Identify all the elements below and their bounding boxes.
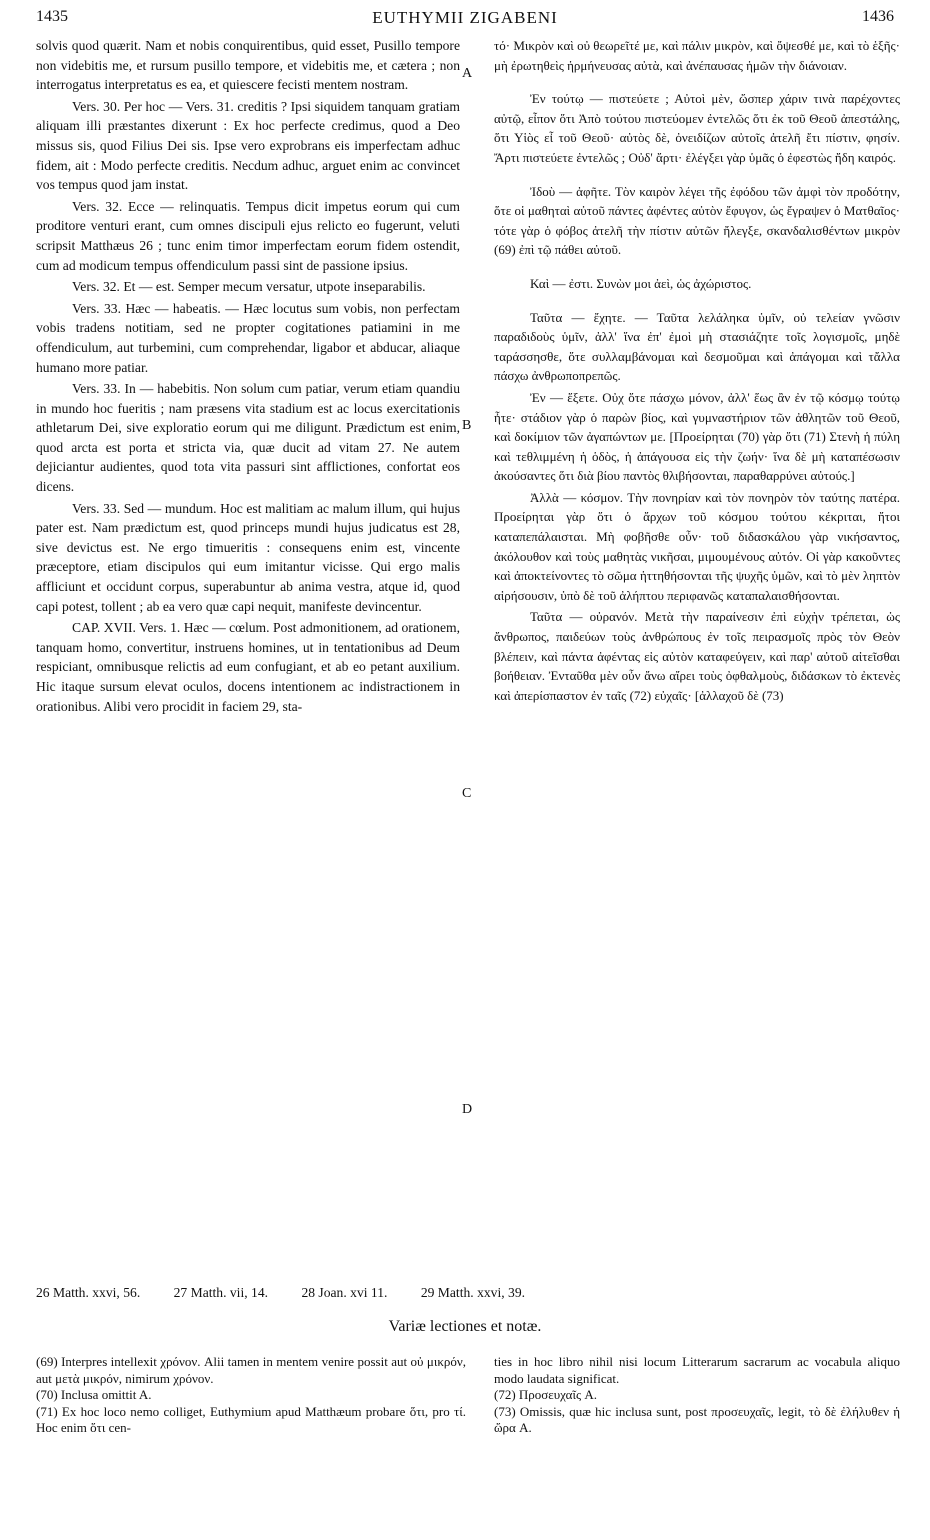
variant-note: (71) Ex hoc loco nemo colliget, Euthymium apud Matthæum probare ὅτι, pro τί. Hoc enim ὅτι cen- xyxy=(36,1403,466,1436)
latin-paragraph: solvis quod quærit. Nam et nobis conquirentibus, quid esset, Pusillo tempore non videbitis me, et rursum pusillo tempore, et videbitis me, et cætera ; non interrogatus interpretatus es ea, et quiescere fecisti mentem nostram. xyxy=(36,38,460,93)
variant-note: (73) Omissis, quæ hic inclusa sunt, post προσευχαῖς, legit, τὸ δὲ ἐλήλυθεν ἡ ὥρα A. xyxy=(494,1403,900,1436)
variant-note: (72) Προσευχαῖς A. xyxy=(494,1387,598,1403)
footnote: 29 Matth. xxvi, 39. xyxy=(420,1285,526,1300)
page-header xyxy=(0,0,930,36)
footnote: 26 Matth. xxvi, 56. xyxy=(36,1285,141,1300)
margin-letters xyxy=(462,36,486,1286)
greek-paragraph: τό· Μικρὸν καὶ οὐ θεωρεῖτέ με, καὶ πάλιν μικρὸν, καὶ ὄψεσθέ με, καὶ τὸ ἑξῆς· μὴ ἐρωτηθεὶς ἡρμήνευσας αὐτὰ, καὶ ἀνέπαυσας ἡμῶν τὴν διάνοιαν. xyxy=(494,38,900,73)
latin-paragraph: Vers. 33. Sed — mundum. Hoc est malitiam ac malum illum, qui hujus pater est. Nam prædictum est, quod princeps mundi hujus judicatus est 28, sive devictus est. Ne ergo timueritis : consequens enim est, vincente præceptore, etiam discipulos qui eum imitantur vicisse. Qui ergo malis affliciunt et occidunt corpus, superabuntur ab anima vestra, atque id, quod capi potest, tollent ; ab ea vero quæ capi nequit, manifeste devincentur. xyxy=(36,500,460,614)
footnote: 28 Joan. xvi 11. xyxy=(301,1285,388,1300)
left-page-number: 1435 xyxy=(36,8,68,25)
notes-left-column xyxy=(36,1354,466,1437)
footnote: 27 Matth. vii, 14. xyxy=(173,1285,269,1300)
latin-paragraph: Vers. 32. Ecce — relinquatis. Tempus dicit impetus eorum qui cum proditore venturi erant, cum omnes discipuli ejus relicto eo fugerunt, veluti scripsit Matthæus 26 ; tunc enim timor imperfectam eorum fidem ostendit, cum ad modicum tempus offendiculum passi sint de passione ipsius. xyxy=(36,198,460,273)
margin-letter-c: C xyxy=(462,786,472,801)
latin-paragraph: Vers. 32. Et — est. Semper mecum versatur, utpote inseparabilis. xyxy=(72,279,426,295)
latin-paragraph: Vers. 33. Hæc — habeatis. — Hæc locutus sum vobis, non perfectam vobis tradens notitiam, sed ne propter cogitationes patiamini in me offendiculum, aut turbemini, cum comprehendar, ligabor et abducar, aliaque humano more patiar. xyxy=(36,300,460,375)
running-title: EUTHYMII ZIGABENI xyxy=(372,8,558,27)
greek-paragraph: Ταῦτα — οὐρανόν. Μετὰ τὴν παραίνεσιν ἐπὶ εὐχὴν τρέπεται, ὡς ἄνθρωπος, παιδεύων τοὺς ἀνθρώπους ἐν τοῖς πειρασμοῖς πρὸς τὸν Θεὸν βλέπειν, καὶ πάντα ἀφέντας εἰς αὐτὸν καταφεύγειν, καὶ παρ' αὐτοῦ αἰτεῖσθαι βοήθειαν. Ἐνταῦθα μὲν οὖν ἄνω αἴρει τοὺς ὀφθαλμοὺς, διδάσκων τὸ ἐκτενὲς καὶ ἀπερίσπαστον ἐν ταῖς (72) εὐχαῖς· [ἀλλαχοῦ δὲ (73) xyxy=(494,609,900,703)
variant-note: ties in hoc libro nihil nisi locum Litterarum sacrarum ac vocabula aliquo modo laudata significat. xyxy=(494,1354,900,1386)
latin-paragraph: Vers. 30. Per hoc — Vers. 31. creditis ? Ipsi siquidem tanquam gratiam aliquam illi præstantes dixerunt : Ex hoc perfecte credimus, quod a Deo missus sis, quod Filius Dei sis. Ipse vero exprobrans eis imperfectam adhuc fidem, ait : Modo perfecte creditis. Necdum adhuc, arguet enim ac convincet vos tempus quod jam instat. xyxy=(36,98,460,193)
greek-paragraph: Ἀλλὰ — κόσμον. Τὴν πονηρίαν καὶ τὸν πονηρὸν τὸν ταύτης πατέρα. Προείρηται γὰρ ὅτι ὁ ἄρχων τοῦ κόσμου τούτου κέκριται, ἤτοι καταπεπάλαισται. Μὴ φοβῆσθε οὖν· τοῦ διδασκάλου γὰρ νικήσαντος, ἀκόλουθον καὶ τοὺς μαθητὰς νικῆσαι, μιμουμένους αὐτόν. Οἱ γὰρ κακοῦντες καὶ ἀποκτείνοντες τὸ σῶμα ἡττηθήσονται τῆς ψυχῆς ὑμῶν, καὶ τὸ μὲν ληπτὸν αἱρήσουσιν, ὑπὸ δὲ τοῦ ἀλήπτου περιφανῶς καταπαλαισθήσονται. xyxy=(494,489,900,603)
right-page-number: 1436 xyxy=(862,8,894,25)
footnotes xyxy=(36,1285,900,1301)
variant-note: (70) Inclusa omittit A. xyxy=(36,1387,152,1403)
greek-paragraph: Ταῦτα — ἔχητε. — Ταῦτα λελάληκα ὑμῖν, οὐ τελείαν γνῶσιν παραδιδοὺς ὑμῖν, ἀλλ' ἵνα ἐπ' ἐμοὶ μὴ στασιάζητε τοῖς λογισμοῖς, μηδὲ ταράσσησθε, ὅτε συλλαμβάνομαι καὶ δεσμοῦμαι καὶ ἀπάγομαι καὶ τἄλλα πάσχω ἀνθρωποπρεπῶς. xyxy=(494,309,900,384)
latin-paragraph: CAP. XVII. Vers. 1. Hæc — cœlum. Post admonitionem, ad orationem, tanquam homo, convertitur, instruens homines, ut in tentationibus ad Deum respiciant, omnibusque relictis ad eum confugiant, et ab eo petant auxilium. Hic itaque sursum elevat oculos, docens intentionem ac indistractionem in orationibus. Alibi vero procidit in faciem 29, sta- xyxy=(36,620,460,714)
greek-paragraph: Καὶ — ἐστι. Συνὼν μοι ἀεὶ, ὡς ἀχώριστος. xyxy=(530,275,752,291)
notes-right-column xyxy=(494,1354,900,1437)
margin-letter-d: D xyxy=(462,1102,473,1117)
variae-heading: Variæ lectiones et notæ. xyxy=(388,1318,542,1335)
latin-paragraph: Vers. 33. In — habebitis. Non solum cum patiar, verum etiam quandiu in mundo hoc fueritis ; nam præsens vita stadium est ac locus exercitationis athletarum Dei, sive exploratio eorum qui me diligunt. Prædictum est enim, quod arcta est porta et stricta via, quæ ducit ad vitam 27. Ne autem dejiciantur audientes, quod tota vita passuri sint afflictiones, confortat eos dicens. xyxy=(36,381,460,495)
greek-paragraph: Ἰδοὺ — ἀφῆτε. Τὸν καιρὸν λέγει τῆς ἐφόδου τῶν ἀμφὶ τὸν προδότην, ὅτε οἱ μαθηταὶ αὐτοῦ πάντες ἀφέντες αὐτὸν ἔφυγον, ὡς ἔγραψεν ὁ Ματθαῖος· τότε γὰρ ὁ φόβος ἀτελῆ τὴν πίστιν αὐτῶν ἤλεγξε, σκανδαλισθέντων μικρὸν (69) ἐπὶ τῷ πάθει αὐτοῦ. xyxy=(494,183,900,258)
variant-note: (69) Interpres intellexit χρόνον. Alii tamen in mentem venire possit aut οὐ μικρόν, aut μετὰ μικρόν, nimirum χρόνον. xyxy=(36,1354,466,1386)
margin-letter-a: A xyxy=(462,66,473,81)
greek-paragraph: Ἐν τούτῳ — πιστεύετε ; Αὐτοὶ μὲν, ὥσπερ χάριν τινὰ παρέχοντες αὐτῷ, εἶπον ὅτι Ἀπὸ τούτου πιστεύομεν ἐντελῶς ὅτι ἐκ τοῦ Θεοῦ ἀπεστάλης, ὅτι Υἱὸς εἶ τοῦ Θεοῦ· αὐτὸς δὲ, ὀνειδίζων αὐτοῖς ἀτελῆ ἔτι πίστιν, φησίν. Ἄρτι πιστεύετε ἐντελῶς ; Οὐδ' ἄρτι· ἐλέγξει γὰρ ὑμᾶς ὁ ἐφεστὼς ἤδη καιρός. xyxy=(494,91,900,165)
margin-letter-b: B xyxy=(462,418,472,433)
latin-column xyxy=(36,36,460,718)
greek-paragraph: Ἐν — ἕξετε. Οὐχ ὅτε πάσχω μόνον, ἀλλ' ἕως ἂν ἐν τῷ κόσμῳ τούτῳ ἦτε· στάδιον γὰρ ὁ παρὼν βίος, καὶ γυμναστήριον τῶν ἀθλητῶν τοῦ Θεοῦ, καὶ δοκίμιον τῶν ἀγαπώντων με. [Προείρηται (70) γὰρ ὅτι (71) Στενὴ ἡ πύλη καὶ τεθλιμμένη ἡ ὁδὸς, ἡ ἀπάγουσα εἰς τὴν ζωήν· ἵνα δὲ μὴ καταπέσωσιν ἀκούσαντες ὅτι διὰ βίου παντὸς θλιβήσονται, παραθαρρύνει αὐτούς.] xyxy=(494,389,900,484)
greek-column xyxy=(494,36,900,707)
